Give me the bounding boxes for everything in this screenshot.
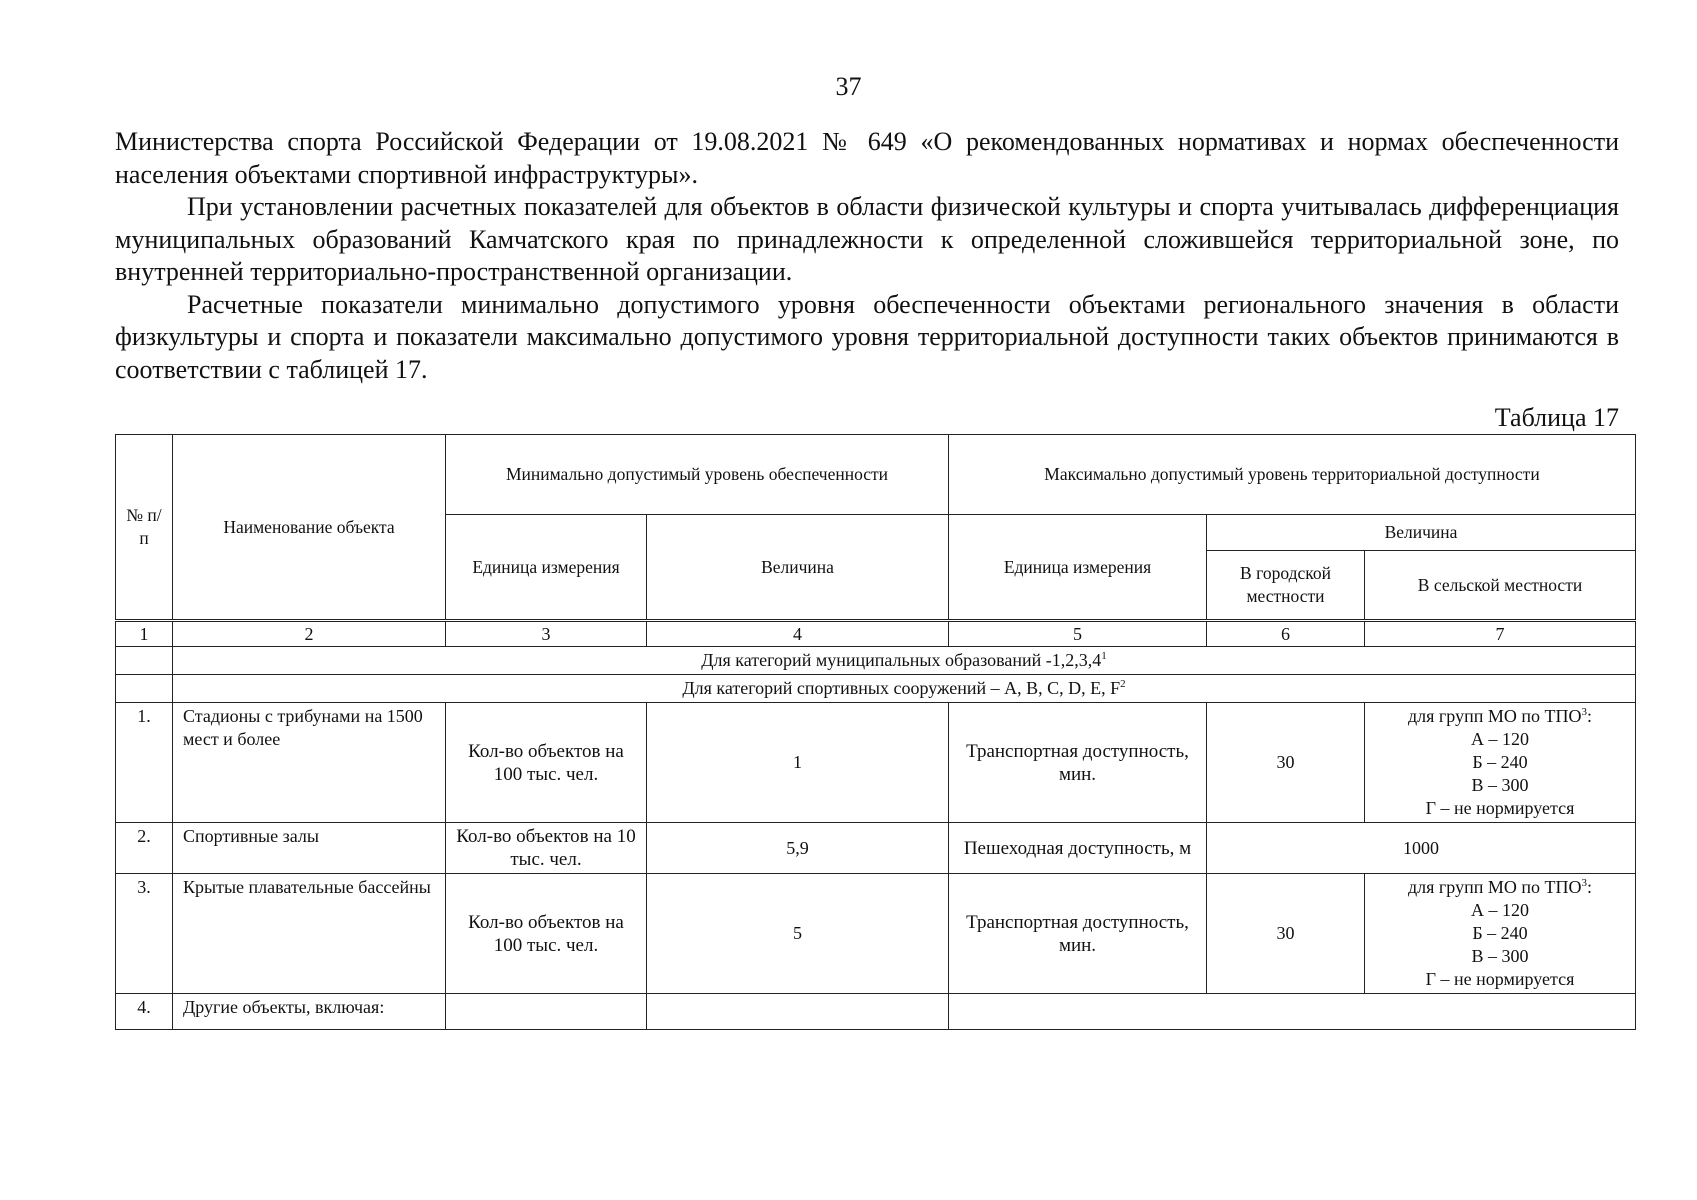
header-name: Наименование объекта <box>173 435 446 621</box>
row-unit-min: Кол-во объектов на 100 тыс. чел. <box>446 874 647 994</box>
paragraph-3: Расчетные показатели минимально допустимого уровня обеспеченности объектами регионального значения в области физкультуры и спорта и показатели максимально допустимого уровня территориальной доступности таких объектов принимаются в соответствии с таблицей 17. <box>115 289 1619 384</box>
row-value-min: 5,9 <box>647 823 949 874</box>
row-max-empty <box>949 994 1636 1030</box>
header-urban: В городской местности <box>1207 551 1365 621</box>
header-unit-max: Единица измерения <box>949 515 1207 621</box>
row-num: 3. <box>116 874 173 994</box>
row-name: Стадионы с трибунами на 1500 мест и более <box>173 703 446 823</box>
column-number: 5 <box>949 621 1207 647</box>
row-unit-min: Кол-во объектов на 100 тыс. чел. <box>446 703 647 823</box>
header-unit-min: Единица измерения <box>446 515 647 621</box>
body-text <box>115 126 1619 434</box>
header-value-max: Величина <box>1207 515 1636 551</box>
row-value-min: 1 <box>647 703 949 823</box>
row-value-min <box>647 994 949 1030</box>
table-row <box>116 874 1636 994</box>
row-num: 2. <box>116 823 173 874</box>
row-urban: 30 <box>1207 703 1365 823</box>
row-rural: для групп МО по ТПО$^3$: А – 120 Б – 240 В – 300 Г – не нормируется <box>1365 703 1636 823</box>
table-row <box>116 823 1636 874</box>
row-urban: 30 <box>1207 874 1365 994</box>
row-unit-max: Транспортная доступность, мин. <box>949 703 1207 823</box>
row-unit-max: Транспортная доступность, мин. <box>949 874 1207 994</box>
row-unit-min <box>446 994 647 1030</box>
row-combined-value: 1000 <box>1207 823 1636 874</box>
column-number: 2 <box>173 621 446 647</box>
row-name: Спортивные залы <box>173 823 446 874</box>
table-caption: Таблица 17 <box>1494 403 1619 432</box>
column-number: 1 <box>116 621 173 647</box>
row-name: Другие объекты, включая: <box>173 994 446 1030</box>
row-name: Крытые плавательные бассейны <box>173 874 446 994</box>
column-number: 7 <box>1365 621 1636 647</box>
category-row-municipal <box>116 647 1636 675</box>
category-sport: Для категорий спортивных сооружений – A, B, C, D, E, $F^2$ <box>173 675 1636 703</box>
column-number: 3 <box>446 621 647 647</box>
paragraph-1: Министерства спорта Российской Федерации от 19.08.2021 № 649 «О рекомендованных нормативах и нормах обеспеченности населения объектами спортивной инфраструктуры». <box>115 127 1619 189</box>
category-row-sport <box>116 675 1636 703</box>
row-unit-min: Кол-во объектов на 10 тыс. чел. <box>446 823 647 874</box>
column-numbers-row <box>116 621 1636 647</box>
column-number: 4 <box>647 621 949 647</box>
table-row <box>116 703 1636 823</box>
row-num: 4. <box>116 994 173 1030</box>
norms-table <box>115 434 1636 1030</box>
paragraph-2: При установлении расчетных показателей для объектов в области физической культуры и спорта учитывалась дифференциация муниципальных образований Камчатского края по принадлежности к определенной сложившейся территориальной зоне, по внутренней территориально-пространственной организации. <box>115 192 1619 286</box>
column-number: 6 <box>1207 621 1365 647</box>
header-num: № п/п <box>116 435 173 621</box>
row-unit-max: Пешеходная доступность, м <box>949 823 1207 874</box>
row-num: 1. <box>116 703 173 823</box>
table-row <box>116 994 1636 1030</box>
header-min-level: Минимально допустимый уровень обеспеченности <box>446 435 949 515</box>
category-municipal: Для категорий муниципальных образований -1,2,3,4$^1$ <box>173 647 1636 675</box>
page-number: 37 <box>835 72 862 101</box>
header-rural: В сельской местности <box>1365 551 1636 621</box>
header-max-level: Максимально допустимый уровень территориальной доступности <box>949 435 1636 515</box>
row-value-min: 5 <box>647 874 949 994</box>
row-rural: для групп МО по ТПО$^3$: А – 120 Б – 240 В – 300 Г – не нормируется <box>1365 874 1636 994</box>
header-value-min: Величина <box>647 515 949 621</box>
